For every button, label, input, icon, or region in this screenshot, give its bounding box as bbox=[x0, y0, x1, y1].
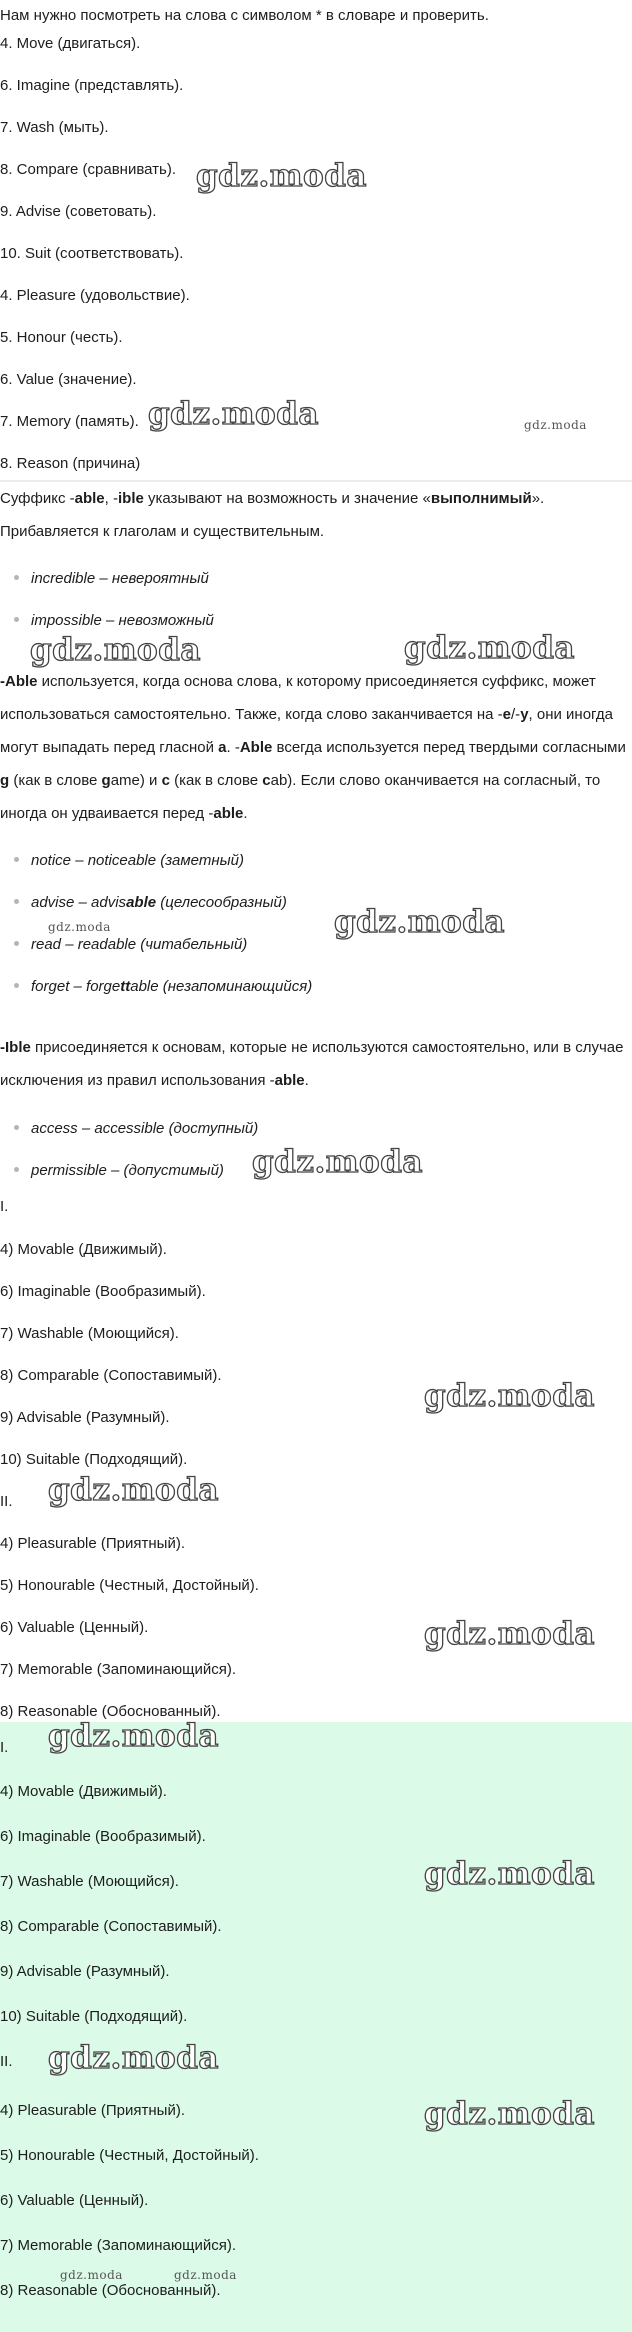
bullet-dot-icon bbox=[14, 1167, 19, 1172]
watermark-logo: gdz.moda bbox=[196, 158, 367, 194]
dictionary-item: 6. Value (значение). bbox=[0, 371, 137, 388]
dictionary-item: 4. Pleasure (удовольствие). bbox=[0, 287, 190, 304]
answer-item: 6) Valuable (Ценный). bbox=[0, 1619, 149, 1636]
dictionary-item: 4. Move (двигаться). bbox=[0, 35, 141, 52]
able-paragraph: -Able используется, когда основа слова, к которому присоединяется суффикс, может использоваться самостоятельно. Также, когда слово заканчивается на -e/-y, они иногда могут выпадать перед гласной a. -Able всегда используется перед твердыми согласными g (как в слове game) и c (как в слове cab). Если слово оканчивается на согласный, то иногда он удваивается перед -able. bbox=[0, 673, 626, 822]
answer-item: 4) Pleasurable (Приятный). bbox=[0, 2102, 185, 2119]
dictionary-item: 7. Wash (мыть). bbox=[0, 119, 109, 136]
answer-item: 5) Honourable (Честный, Достойный). bbox=[0, 2147, 259, 2164]
answer-part-label: II. bbox=[0, 2053, 13, 2070]
answer-part-label: I. bbox=[0, 1739, 9, 1756]
bullet-dot-icon bbox=[14, 899, 19, 904]
bullet-dot-icon bbox=[14, 1125, 19, 1130]
watermark-logo: gdz.moda bbox=[48, 1472, 219, 1508]
suffix-paragraph: Суффикс -able, -ible указывают на возможность и значение «выполнимый». Прибавляется к глаголам и существительным. bbox=[0, 490, 545, 540]
answer-part-label: II. bbox=[0, 1493, 13, 1510]
watermark-logo: gdz.moda bbox=[30, 632, 201, 668]
answer-item: 10) Suitable (Подходящий). bbox=[0, 2008, 188, 2025]
bullet-dot-icon bbox=[14, 575, 19, 580]
watermark-logo: gdz.moda bbox=[148, 396, 319, 432]
example-item: notice – noticeable (заметный) bbox=[14, 851, 244, 871]
watermark-logo: gdz.moda bbox=[48, 920, 111, 934]
example-item: permissible – (допустимый) bbox=[14, 1161, 224, 1181]
example-item: forget – forgettable (незапоминающийся) bbox=[14, 977, 312, 997]
example-item: advise – advisable (целесообразный) bbox=[14, 893, 287, 913]
ible-paragraph: -Ible присоединяется к основам, которые не используются самостоятельно, или в случае исключения из правил использования -able. bbox=[0, 1039, 624, 1089]
answer-item: 8) Comparable (Сопоставимый). bbox=[0, 1367, 222, 1384]
bullet-dot-icon bbox=[14, 857, 19, 862]
example-item: read – readable (читабельный) bbox=[14, 935, 247, 955]
watermark-logo: gdz.moda bbox=[334, 904, 505, 940]
example-item: access – accessible (доступный) bbox=[14, 1119, 258, 1139]
watermark-logo: gdz.moda bbox=[424, 1856, 595, 1892]
answer-item: 4) Movable (Движимый). bbox=[0, 1241, 167, 1258]
dictionary-item: 10. Suit (соответствовать). bbox=[0, 245, 184, 262]
answer-item: 8) Reasonable (Обоснованный). bbox=[0, 1703, 221, 1720]
watermark-logo: gdz.moda bbox=[424, 1378, 595, 1414]
answer-item: 9) Advisable (Разумный). bbox=[0, 1963, 170, 1980]
dictionary-item: 5. Honour (честь). bbox=[0, 329, 123, 346]
answer-item: 6) Imaginable (Вообразимый). bbox=[0, 1283, 206, 1300]
watermark-logo: gdz.moda bbox=[424, 1616, 595, 1652]
watermark-logo: gdz.moda bbox=[404, 630, 575, 666]
intro-text: Нам нужно посмотреть на слова с символом * в словаре и проверить. bbox=[0, 7, 489, 24]
dictionary-item: 7. Memory (память). bbox=[0, 413, 139, 430]
answer-item: 8) Comparable (Сопоставимый). bbox=[0, 1918, 222, 1935]
dictionary-item: 9. Advise (советовать). bbox=[0, 203, 157, 220]
bullet-dot-icon bbox=[14, 617, 19, 622]
dictionary-item: 8. Reason (причина) bbox=[0, 455, 141, 472]
example-item: impossible – невозможный bbox=[14, 611, 214, 631]
answer-item: 5) Honourable (Честный, Достойный). bbox=[0, 1577, 259, 1594]
answer-item: 6) Imaginable (Вообразимый). bbox=[0, 1828, 206, 1845]
answer-item: 9) Advisable (Разумный). bbox=[0, 1409, 170, 1426]
watermark-logo: gdz.moda bbox=[174, 2268, 237, 2282]
answer-item: 6) Valuable (Ценный). bbox=[0, 2192, 149, 2209]
answer-item: 7) Washable (Моющийся). bbox=[0, 1873, 179, 1890]
answer-item: 7) Memorable (Запоминающийся). bbox=[0, 2237, 237, 2254]
answer-item: 7) Memorable (Запоминающийся). bbox=[0, 1661, 237, 1678]
example-item: incredible – невероятный bbox=[14, 569, 209, 589]
watermark-logo: gdz.moda bbox=[60, 2268, 123, 2282]
dictionary-item: 8. Compare (сравнивать). bbox=[0, 161, 177, 178]
answer-item: 7) Washable (Моющийся). bbox=[0, 1325, 179, 1342]
answer-item: 4) Movable (Движимый). bbox=[0, 1783, 167, 1800]
answer-item: 8) Reasonable (Обоснованный). bbox=[0, 2282, 221, 2299]
answer-item: 10) Suitable (Подходящий). bbox=[0, 1451, 188, 1468]
watermark-logo: gdz.moda bbox=[524, 418, 587, 432]
answer-item: 4) Pleasurable (Приятный). bbox=[0, 1535, 185, 1552]
watermark-logo: gdz.moda bbox=[48, 1718, 219, 1754]
answer-part-label: I. bbox=[0, 1198, 9, 1215]
bullet-dot-icon bbox=[14, 983, 19, 988]
watermark-logo: gdz.moda bbox=[424, 2096, 595, 2132]
watermark-logo: gdz.moda bbox=[48, 2040, 219, 2076]
bullet-dot-icon bbox=[14, 941, 19, 946]
dictionary-item: 6. Imagine (представлять). bbox=[0, 77, 184, 94]
watermark-logo: gdz.moda bbox=[252, 1144, 423, 1180]
